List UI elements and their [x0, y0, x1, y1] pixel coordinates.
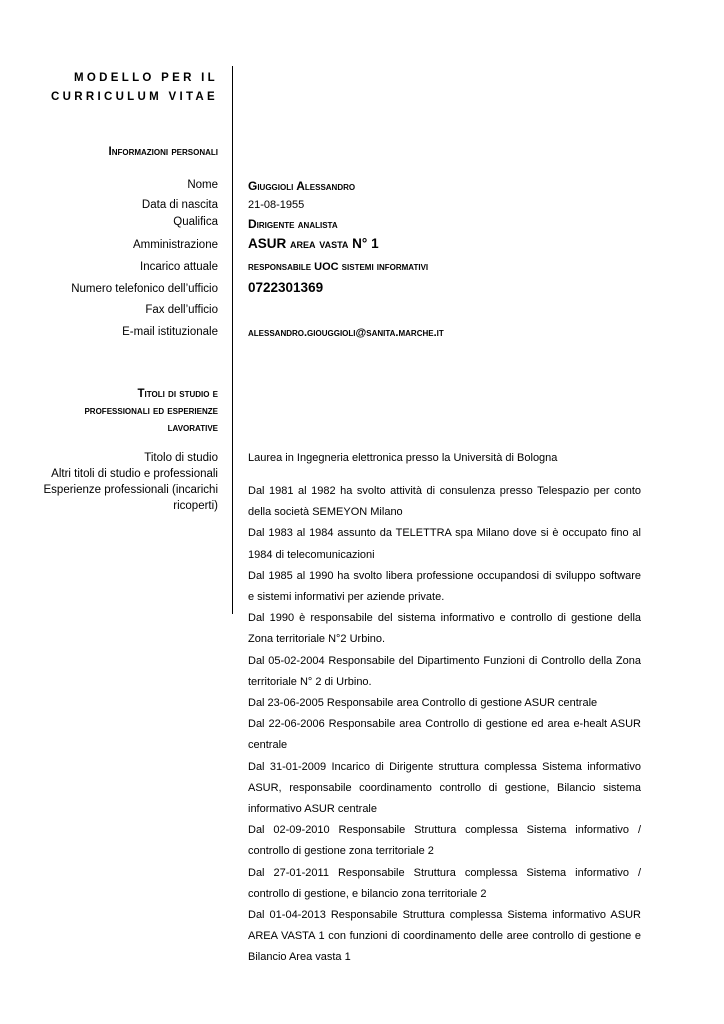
value-amministrazione: ASUR area vasta N° 1	[248, 236, 379, 251]
document-title-line1: MODELLO PER IL	[74, 72, 218, 84]
section-heading-education-line2: professionali ed esperienze	[84, 405, 218, 417]
label-esperienze: Esperienze professionali (incarichi ricoperti)	[43, 484, 218, 512]
label-incarico: Incarico attuale	[140, 261, 218, 273]
label-amministrazione: Amministrazione	[133, 239, 218, 251]
document-title	[51, 69, 218, 107]
experience-list	[248, 481, 641, 969]
value-qualifica: Dirigente analista	[248, 217, 338, 231]
value-incarico: responsabile UOC sistemi informativi	[248, 261, 429, 273]
label-email: E-mail istituzionale	[122, 326, 218, 338]
experience-item: Dal 31-01-2009 Incarico di Dirigente struttura complessa Sistema informativo ASUR, responsabile coordinamento controllo di gestione, Bilancio sistema informativo ASUR centrale	[248, 760, 641, 816]
label-nome: Nome	[187, 179, 218, 191]
experience-item: Dal 1990 è responsabile del sistema informativo e controllo di gestione della Zona territoriale N°2 Urbino.	[248, 612, 641, 646]
document-title-line2: CURRICULUM VITAE	[51, 91, 218, 103]
value-titolo-studio: Laurea in Ingegneria elettronica presso la Università di Bologna	[248, 452, 558, 464]
experience-item: Dal 1983 al 1984 assunto da TELETTRA spa Milano dove si è occupato fino al 1984 di telecomunicazioni	[248, 527, 641, 561]
section-heading-education-line1: Titoli di studio e	[137, 388, 218, 400]
value-data-nascita: 21-08-1955	[248, 199, 305, 211]
value-telefono: 0722301369	[248, 280, 324, 295]
label-qualifica: Qualifica	[173, 216, 218, 228]
experience-item: Dal 22-06-2006 Responsabile area Controllo di gestione ed area e-healt ASUR centrale	[248, 718, 641, 752]
label-fax: Fax dell’ufficio	[145, 304, 218, 316]
experience-item: Dal 1981 al 1982 ha svolto attività di consulenza presso Telespazio per conto della società SEMEYON Milano	[248, 485, 641, 519]
column-divider	[232, 66, 233, 614]
label-telefono: Numero telefonico dell’ufficio	[71, 283, 218, 295]
experience-item: Dal 23-06-2005 Responsabile area Controllo di gestione ASUR centrale	[248, 697, 598, 710]
value-nome: Giuggioli Alessandro	[248, 179, 356, 193]
experience-item: Dal 05-02-2004 Responsabile del Dipartimento Funzioni di Controllo della Zona territoriale N° 2 di Urbino.	[248, 654, 641, 688]
label-altri-titoli: Altri titoli di studio e professionali	[51, 468, 218, 480]
label-titolo-studio: Titolo di studio	[144, 452, 218, 464]
experience-item: Dal 27-01-2011 Responsabile Struttura complessa Sistema informativo / controllo di gestione, e bilancio zona territoriale 2	[248, 866, 641, 900]
experience-item: Dal 01-04-2013 Responsabile Struttura complessa Sistema informativo ASUR AREA VASTA 1 con funzioni di coordinamento delle aree controllo di gestione e Bilancio Area vasta 1	[248, 909, 641, 964]
experience-item: Dal 1985 al 1990 ha svolto libera professione occupandosi di sviluppo software e sistemi informativi per aziende private.	[248, 569, 641, 604]
experience-item: Dal 02-09-2010 Responsabile Struttura complessa Sistema informativo / controllo di gestione zona territoriale 2	[248, 824, 641, 858]
section-heading-education	[84, 386, 218, 437]
section-heading-education-line3: lavorative	[167, 422, 218, 434]
value-email: alessandro.giouggioli@sanita.marche.it	[248, 327, 444, 339]
section-heading-personal: Informazioni personali	[108, 146, 218, 158]
label-data-nascita: Data di nascita	[141, 199, 218, 211]
